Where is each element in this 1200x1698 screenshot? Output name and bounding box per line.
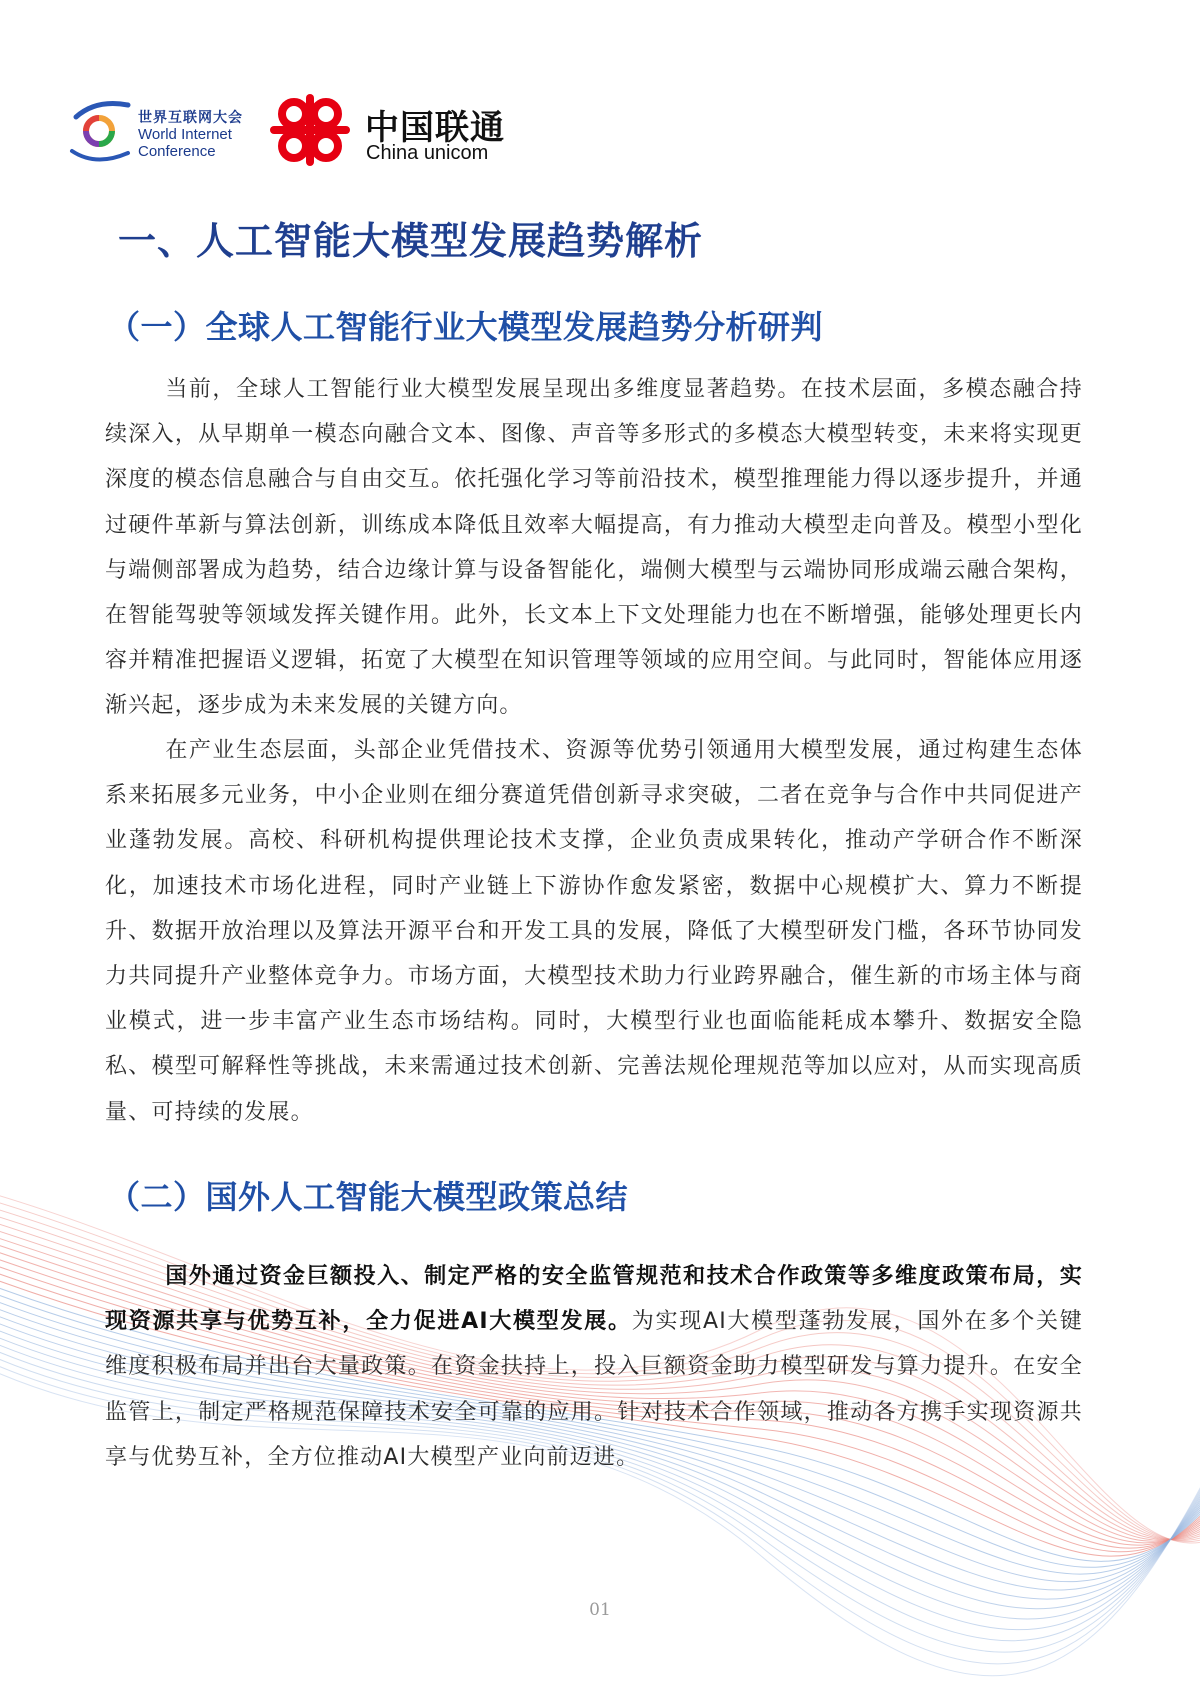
subsection-title-2: （二）国外人工智能大模型政策总结 <box>108 1178 629 1216</box>
paragraph-bold-lead: 国外通过资金巨额投入、制定严格的安全监管规范和技术合作政策等多维度政策布局，实现资源共享与优势互补，全力促进AI大模型发展。 <box>105 1264 1083 1335</box>
unicom-logo-english: China unicom <box>366 142 489 164</box>
unicom-knot-icon <box>262 92 358 168</box>
wic-globe-icon <box>66 95 138 167</box>
wic-logo-english-line2: Conference <box>138 143 216 160</box>
china-unicom-logo <box>262 92 522 172</box>
unicom-logo-chinese: 中国联通 <box>365 108 505 148</box>
wic-logo-chinese: 世界互联网大会 <box>138 109 243 125</box>
page-number: 01 <box>589 1600 611 1620</box>
paragraph-foreign-policy <box>105 1254 1083 1480</box>
paragraph-text: 当前，全球人工智能行业大模型发展呈现出多维度显著趋势。在技术层面，多模态融合持续深入，从早期单一模态向融合文本、图像、声音等多形式的多模态大模型转变，未来将实现更深度的模态信息融合与自由交互。依托强化学习等前沿技术，模型推理能力得以逐步提升，并通过硬件革新与算法创新，训练成本降低且效率大幅提高，有力推动大模型走向普及。模型小型化与端侧部署成为趋势，结合边缘计算与设备智能化，端侧大模型与云端协同形成端云融合架构，在智能驾驶等领域发挥关键作用。此外，长文本上下文处理能力也在不断增强，能够处理更长内容并精准把握语义逻辑，拓宽了大模型在知识管理等领域的应用空间。与此同时，智能体应用逐渐兴起，逐步成为未来发展的关键方向。 <box>105 377 1083 719</box>
section-title: 一、人工智能大模型发展趋势解析 <box>118 219 704 263</box>
subsection-title-1: （一）全球人工智能行业大模型发展趋势分析研判 <box>108 308 824 346</box>
wic-logo-english-line1: World Internet <box>138 126 232 143</box>
paragraph-industry-ecosystem <box>105 728 1083 1135</box>
paragraph-global-trends <box>105 367 1083 729</box>
wic-logo <box>66 95 256 175</box>
paragraph-text: 为实现AI大模型蓬勃发展，国外在多个关键维度积极布局并出台大量政策。在资金扶持上，投入巨额资金助力模型研发与算力提升。在安全监管上，制定严格规范保障技术安全可靠的应用。针对技术合作领域，推动各方携手实现资源共享与优势互补，全方位推动AI大模型产业向前迈进。 <box>105 1309 1083 1470</box>
paragraph-text: 在产业生态层面，头部企业凭借技术、资源等优势引领通用大模型发展，通过构建生态体系来拓展多元业务，中小企业则在细分赛道凭借创新寻求突破，二者在竞争与合作中共同促进产业蓬勃发展。高校、科研机构提供理论技术支撑，企业负责成果转化，推动产学研合作不断深化，加速技术市场化进程，同时产业链上下游协作愈发紧密，数据中心规模扩大、算力不断提升、数据开放治理以及算法开源平台和开发工具的发展，降低了大模型研发门槛，各环节协同发力共同提升产业整体竞争力。市场方面，大模型技术助力行业跨界融合，催生新的市场主体与商业模式，进一步丰富产业生态市场结构。同时，大模型行业也面临能耗成本攀升、数据安全隐私、模型可解释性等挑战，未来需通过技术创新、完善法规伦理规范等加以应对，从而实现高质量、可持续的发展。 <box>105 738 1083 1125</box>
